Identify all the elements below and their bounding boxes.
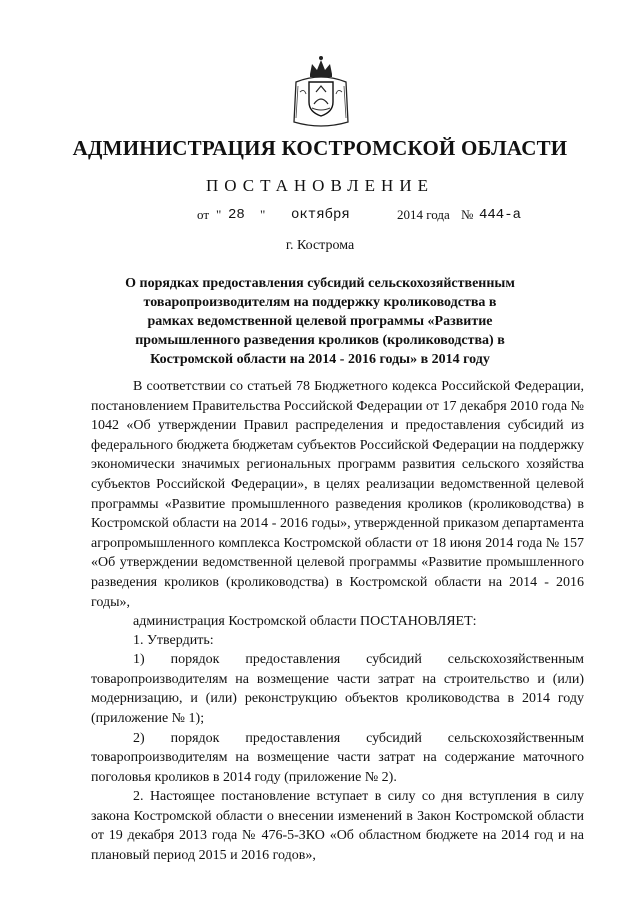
document-title: О порядках предоставления субсидий сельскохозяйственным товаропроизводителям на поддержку кролиководства в рамках ведомственной целевой программы «Развитие промышленного разведения кроликов (кролиководства) в Костромской области на 2014 - 2016 годы» в 2014 году [125, 276, 515, 367]
document-body [91, 377, 584, 866]
number-sign: № [461, 207, 474, 222]
date-number-line [0, 207, 640, 227]
clause-1-paragraph: 1. Утвердить: [133, 633, 214, 649]
document-type: ПОСТАНОВЛЕНИЕ [205, 176, 434, 195]
date-month: октября [291, 207, 350, 223]
city-name: г. Кострома [285, 238, 355, 253]
coat-of-arms-icon [288, 52, 354, 132]
date-day: 28 [228, 207, 245, 223]
clause-1-item-1-paragraph: 1) порядок предоставления субсидий сельскохозяйственным товаропроизводителям на возмещение части затрат на строительство и (или) модернизацию, и (или) реконструкцию объектов кролиководства в 2014 году (приложение № 1); [91, 652, 584, 726]
document-number: 444-а [479, 207, 522, 223]
date-year: 2014 года [397, 207, 450, 222]
clause-2-paragraph: 2. Настоящее постановление вступает в силу со дня вступления в силу закона Костромской области о внесении изменений в Закон Костромской области от 19 декабря 2013 года № 476-5-ЗКО «Об областном бюджете на 2014 год и на плановый период 2015 и 2016 годов», [91, 789, 584, 864]
date-prefix: от [197, 207, 210, 222]
date-open-quote: " [216, 207, 222, 222]
date-close-quote: " [260, 207, 266, 222]
resolution-paragraph: администрация Костромской области ПОСТАНОВЛЯЕТ: [133, 614, 477, 630]
organization-name: АДМИНИСТРАЦИЯ КОСТРОМСКОЙ ОБЛАСТИ [72, 136, 568, 160]
preamble-paragraph: В соответствии со статьей 78 Бюджетного кодекса Российской Федерации, постановлением Правительства Российской Федерации от 17 декабря 2010 года № 1042 «Об утверждении Правил распределения и предоставления субсидий из федерального бюджета бюджетам субъектов Российской Федерации на поддержку экономически значимых региональных программ развития сельского хозяйства субъектов Российской Федерации», в целях реализации ведомственной целевой программы «Развитие промышленного разведения кроликов (кролиководства) в Костромской области на 2014 - 2016 годы», утвержденной приказом департамента агропромышленного комплекса Костромской области от 18 июня 2014 года № 157 «Об утверждении ведомственной целевой программы «Развитие промышленного разведения кроликов (кролиководства) в Костромской области на 2014 - 2016 годы», [91, 379, 584, 610]
clause-1-item-2-paragraph: 2) порядок предоставления субсидий сельскохозяйственным товаропроизводителям на возмещение части затрат на содержание маточного поголовья кроликов в 2014 году (приложение № 2). [91, 730, 584, 785]
